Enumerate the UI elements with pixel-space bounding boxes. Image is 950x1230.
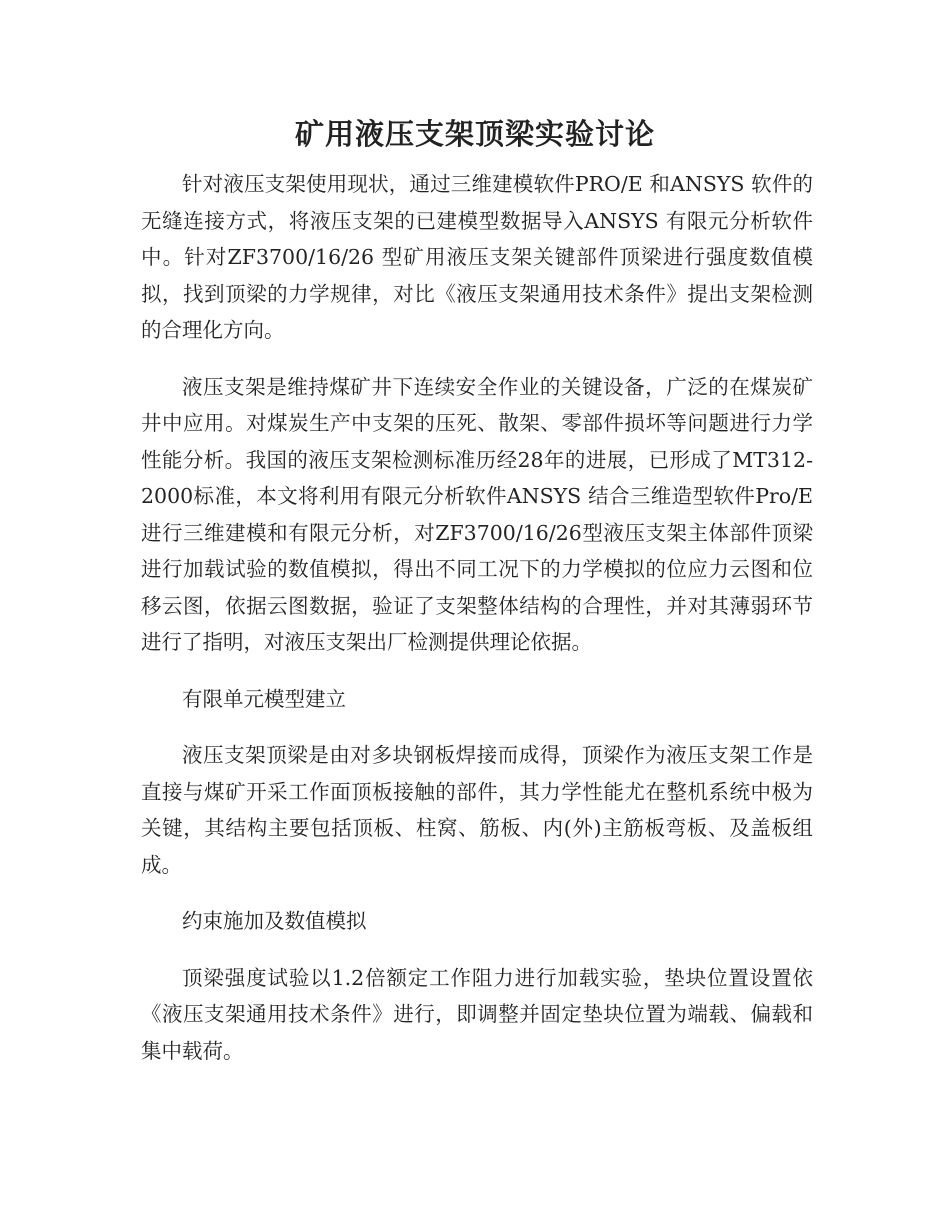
model-paragraph: 液压支架顶梁是由对多块钢板焊接而成得，顶梁作为液压支架工作是直接与煤矿开采工作面顶板接触的部件，其力学性能尤在整机系统中极为关键，其结构主要包括顶板、柱窝、筋板、内(外)主筋板弯板、及盖板组成。	[141, 743, 813, 877]
intro-paragraph: 针对液压支架使用现状，通过三维建模软件PRO/E 和ANSYS 软件的无缝连接方式，将液压支架的已建模型数据导入ANSYS 有限元分析软件中。针对ZF3700/16/26 型矿用液压支架关键部件顶梁进行强度数值模拟，找到顶梁的力学规律，对比《液压支架通用技术条件》提出支架检测的合理化方向。	[141, 172, 813, 342]
background-paragraph: 液压支架是维持煤矿井下连续安全作业的关键设备，广泛的在煤炭矿井中应用。对煤炭生产中支架的压死、散架、零部件损坏等问题进行力学性能分析。我国的液压支架检测标准历经28年的进展，已形成了MT312-2000标准，本文将利用有限元分析软件ANSYS 结合三维造型软件Pro/E 进行三维建模和有限元分析，对ZF3700/16/26型液压支架主体部件顶梁进行加载试验的数值模拟，得出不同工况下的力学模拟的位应力云图和位移云图，依据云图数据，验证了支架整体结构的合理性，并对其薄弱环节进行了指明，对液压支架出厂检测提供理论依据。	[141, 374, 813, 654]
section-heading-constraints: 约束施加及数值模拟	[182, 909, 367, 933]
document-title: 矿用液压支架顶梁实验讨论	[294, 117, 655, 151]
section-heading-model: 有限单元模型建立	[182, 686, 346, 711]
document-body	[141, 166, 813, 1089]
constraints-paragraph: 顶梁强度试验以1.2倍额定工作阻力进行加载实验，垫块位置设置依《液压支架通用技术条件》进行，即调整并固定垫块位置为端载、偏载和集中载荷。	[141, 965, 813, 1063]
